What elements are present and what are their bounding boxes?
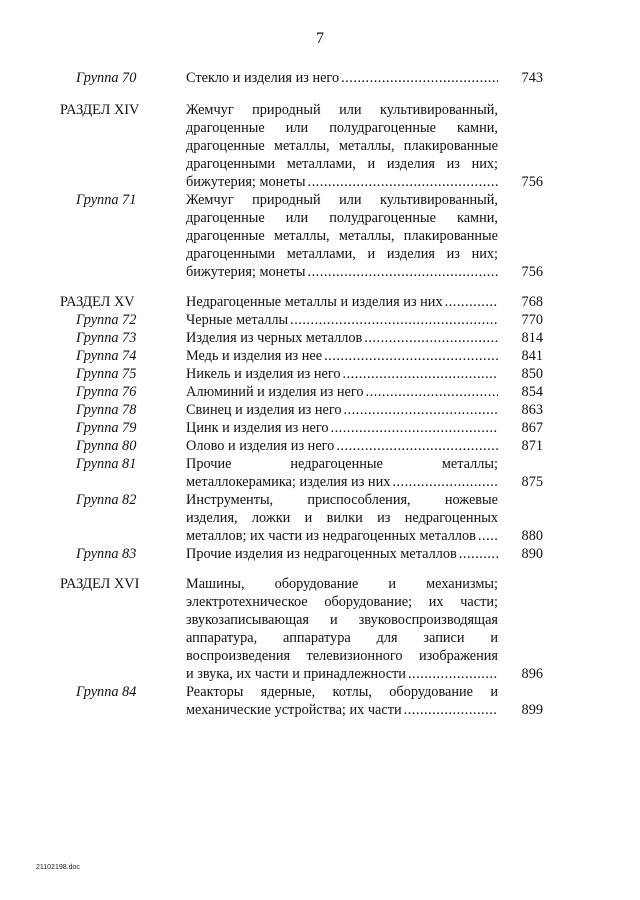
page-ref: 770 — [521, 312, 543, 328]
toc-entry — [0, 101, 640, 191]
section-label: РАЗДЕЛ XVI — [60, 576, 140, 592]
page-ref: 867 — [521, 420, 543, 436]
toc-entry — [0, 683, 640, 719]
dot-leader — [344, 401, 498, 419]
dot-leader — [308, 173, 498, 191]
entry-title — [186, 347, 498, 365]
section-label: РАЗДЕЛ XIV — [60, 102, 140, 118]
entry-line-with-leader — [186, 437, 498, 455]
group-label: Группа 82 — [76, 492, 137, 508]
entry-line: изделия, ложки и вилки из недрагоценных — [186, 510, 498, 526]
page-ref: 890 — [521, 546, 543, 562]
entry-line: Прочие изделия из недрагоценных металлов — [186, 546, 457, 562]
entry-title — [186, 191, 498, 281]
toc-entry — [0, 191, 640, 281]
group-label: Группа 71 — [76, 192, 137, 208]
entry-line-with-leader — [186, 401, 498, 419]
dot-leader — [445, 293, 498, 311]
page-ref: 871 — [521, 438, 543, 454]
entry-line: бижутерия; монеты — [186, 264, 306, 280]
group-label: Группа 72 — [76, 312, 137, 328]
dot-leader — [364, 329, 498, 347]
entry-line: Машины, оборудование и механизмы; — [186, 576, 498, 592]
entry-line-with-leader — [186, 365, 498, 383]
entry-title — [186, 329, 498, 347]
page-ref: 841 — [521, 348, 543, 364]
entry-line: Олово и изделия из него — [186, 438, 335, 454]
footer-filename: 21102198.doc — [36, 864, 80, 871]
table-of-contents — [0, 69, 640, 719]
entry-line-with-leader — [186, 69, 498, 87]
entry-line: драгоценными металлами, и изделия из них; — [186, 246, 498, 262]
entry-line-with-leader — [186, 347, 498, 365]
entry-title — [186, 455, 498, 491]
toc-entry — [0, 437, 640, 455]
entry-line: Инструменты, приспособления, ножевые — [186, 492, 498, 508]
page-ref: 854 — [521, 384, 543, 400]
entry-line: Изделия из черных металлов — [186, 330, 363, 346]
toc-entry — [0, 329, 640, 347]
group-label: Группа 70 — [76, 70, 137, 86]
dot-leader — [308, 263, 498, 281]
entry-line: Жемчуг природный или культивированный, — [186, 192, 498, 208]
group-label: Группа 84 — [76, 684, 137, 700]
page-ref: 768 — [521, 294, 543, 310]
dot-leader — [392, 473, 498, 491]
entry-line: металлов; их части из недрагоценных металлов — [186, 528, 476, 544]
entry-title — [186, 683, 498, 719]
entry-title — [186, 69, 498, 87]
entry-line: бижутерия; монеты — [186, 174, 306, 190]
entry-line: Жемчуг природный или культивированный, — [186, 102, 498, 118]
group-label: Группа 74 — [76, 348, 137, 364]
entry-line: драгоценные металлы, металлы, плакированные — [186, 228, 498, 244]
toc-entry — [0, 383, 640, 401]
toc-entry — [0, 311, 640, 329]
page-ref: 880 — [521, 528, 543, 544]
entry-line: Стекло и изделия из него — [186, 70, 340, 86]
entry-line-with-leader — [186, 545, 498, 563]
dot-leader — [366, 383, 498, 401]
group-label: Группа 80 — [76, 438, 137, 454]
entry-title — [186, 365, 498, 383]
entry-line: и звука, их части и принадлежности — [186, 666, 406, 682]
entry-line: Медь и изделия из нее — [186, 348, 323, 364]
dot-leader — [408, 665, 498, 683]
group-label: Группа 73 — [76, 330, 137, 346]
toc-entry — [0, 69, 640, 87]
entry-line-with-leader — [186, 293, 498, 311]
entry-title — [186, 419, 498, 437]
page-number: 7 — [316, 30, 324, 47]
toc-entry — [0, 575, 640, 683]
page-ref: 863 — [521, 402, 543, 418]
dot-leader — [459, 545, 498, 563]
entry-line: аппаратура, аппаратура для записи и — [186, 630, 498, 646]
entry-line-with-leader — [186, 419, 498, 437]
toc-entry — [0, 347, 640, 365]
entry-line: Свинец и изделия из него — [186, 402, 342, 418]
group-label: Группа 76 — [76, 384, 137, 400]
group-label: Группа 79 — [76, 420, 137, 436]
page-ref: 899 — [521, 702, 543, 718]
toc-entry — [0, 455, 640, 491]
entry-line: драгоценные металлы, металлы, плакированные — [186, 138, 498, 154]
entry-title — [186, 383, 498, 401]
entry-line: электротехническое оборудование; их части; — [186, 594, 498, 610]
entry-line: драгоценные или полудрагоценные камни, — [186, 210, 498, 226]
group-label: Группа 81 — [76, 456, 137, 472]
dot-leader — [341, 69, 498, 87]
entry-line: Алюминий и изделия из него — [186, 384, 364, 400]
page-ref: 743 — [521, 70, 543, 86]
entry-line: механические устройства; их части — [186, 702, 402, 718]
entry-line: звукозаписывающая и звуковоспроизводящая — [186, 612, 498, 628]
entry-line: Никель и изделия из него — [186, 366, 341, 382]
dot-leader — [336, 437, 498, 455]
entry-line: металлокерамика; изделия из них — [186, 474, 391, 490]
entry-line-with-leader — [186, 383, 498, 401]
entry-line: Реакторы ядерные, котлы, оборудование и — [186, 684, 498, 700]
dot-leader — [343, 365, 499, 383]
entry-line: Черные металлы — [186, 312, 289, 328]
toc-entry — [0, 545, 640, 563]
dot-leader — [324, 347, 498, 365]
entry-title — [186, 491, 498, 545]
page-ref: 896 — [521, 666, 543, 682]
toc-entry — [0, 419, 640, 437]
entry-line-with-leader — [186, 311, 498, 329]
dot-leader — [331, 419, 499, 437]
dot-leader — [404, 701, 498, 719]
entry-line-with-leader — [186, 527, 498, 545]
entry-line-with-leader — [186, 263, 498, 281]
entry-title — [186, 575, 498, 683]
entry-title — [186, 101, 498, 191]
group-label: Группа 83 — [76, 546, 137, 562]
dot-leader — [478, 527, 498, 545]
entry-line-with-leader — [186, 701, 498, 719]
entry-line-with-leader — [186, 173, 498, 191]
page-ref: 756 — [521, 264, 543, 280]
toc-entry — [0, 365, 640, 383]
section-label: РАЗДЕЛ XV — [60, 294, 135, 310]
toc-entry — [0, 293, 640, 311]
entry-title — [186, 311, 498, 329]
page-ref: 756 — [521, 174, 543, 190]
page-ref: 850 — [521, 366, 543, 382]
toc-entry — [0, 491, 640, 545]
group-label: Группа 78 — [76, 402, 137, 418]
entry-title — [186, 293, 498, 311]
entry-line-with-leader — [186, 329, 498, 347]
toc-entry — [0, 401, 640, 419]
entry-title — [186, 545, 498, 563]
entry-line: Цинк и изделия из него — [186, 420, 329, 436]
entry-title — [186, 401, 498, 419]
page-ref: 875 — [521, 474, 543, 490]
entry-line: Прочие недрагоценные металлы; — [186, 456, 498, 472]
entry-line: воспроизведения телевизионного изображения — [186, 648, 498, 664]
group-label: Группа 75 — [76, 366, 137, 382]
dot-leader — [290, 311, 498, 329]
page-ref: 814 — [521, 330, 543, 346]
entry-line: драгоценными металлами, и изделия из них; — [186, 156, 498, 172]
entry-line: драгоценные или полудрагоценные камни, — [186, 120, 498, 136]
entry-line-with-leader — [186, 665, 498, 683]
entry-line: Недрагоценные металлы и изделия из них — [186, 294, 443, 310]
entry-title — [186, 437, 498, 455]
entry-line-with-leader — [186, 473, 498, 491]
